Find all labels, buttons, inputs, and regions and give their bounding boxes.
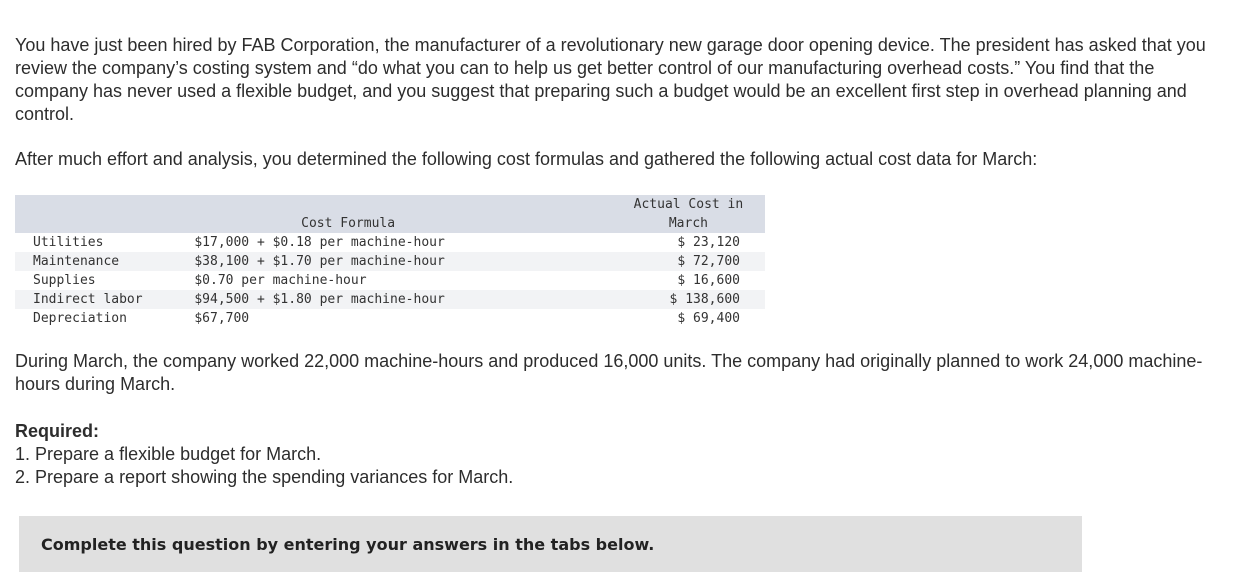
header-blank — [15, 195, 194, 233]
table-row — [15, 252, 765, 271]
row-label: Maintenance — [15, 252, 194, 271]
table-row — [15, 233, 765, 252]
table-row — [15, 290, 765, 309]
march-paragraph: During March, the company worked 22,000 machine-hours and produced 16,000 units. The company had originally planned to work 24,000 machine-hours during March. — [15, 351, 1203, 394]
cost-formula-table — [15, 195, 765, 328]
header-cost-formula: Cost Formula — [194, 195, 612, 233]
intro-paragraph: You have just been hired by FAB Corporation, the manufacturer of a revolutionary new garage door opening device. The president has asked that you review the company’s costing system and “do what you can to help us get better control of our manufacturing overhead costs.” You find that the company has never used a flexible budget, and you suggest that preparing such a budget would be an excellent first step in overhead planning and control. — [15, 35, 1206, 124]
row-formula: $94,500 + $1.80 per machine-hour — [194, 290, 612, 309]
row-actual-cost: $ 138,600 — [612, 290, 765, 309]
row-label: Indirect labor — [15, 290, 194, 309]
row-formula: $17,000 + $0.18 per machine-hour — [194, 235, 445, 250]
table-header-row — [15, 195, 765, 233]
required-item: 1. Prepare a flexible budget for March. — [15, 444, 322, 464]
row-label: Utilities — [33, 235, 104, 250]
header-actual-line2: March — [668, 216, 708, 231]
instruction-banner-text: Complete this question by entering your answers in the tabs below. — [41, 534, 655, 554]
row-formula: $0.70 per machine-hour — [194, 273, 367, 288]
required-section — [15, 420, 513, 489]
required-item: 2. Prepare a report showing the spending variances for March. — [15, 467, 514, 487]
row-label: Supplies — [33, 273, 96, 288]
header-actual-cost — [612, 195, 765, 233]
row-actual-cost: $ 72,700 — [612, 252, 765, 271]
row-actual-cost: $ 23,120 — [677, 235, 740, 250]
header-actual-line1: Actual Cost in — [633, 197, 744, 212]
lead-paragraph: After much effort and analysis, you determined the following cost formulas and gathered the following actual cost data for March: — [15, 149, 1038, 169]
row-actual-cost: $ 69,400 — [677, 311, 740, 326]
row-label: Depreciation — [33, 311, 127, 326]
instruction-banner — [19, 516, 1082, 572]
required-heading: Required: — [15, 421, 100, 441]
table-row — [15, 271, 765, 290]
row-formula: $67,700 — [194, 311, 250, 326]
row-formula: $38,100 + $1.70 per machine-hour — [194, 252, 612, 271]
table-row — [15, 309, 765, 328]
row-actual-cost: $ 16,600 — [677, 273, 740, 288]
